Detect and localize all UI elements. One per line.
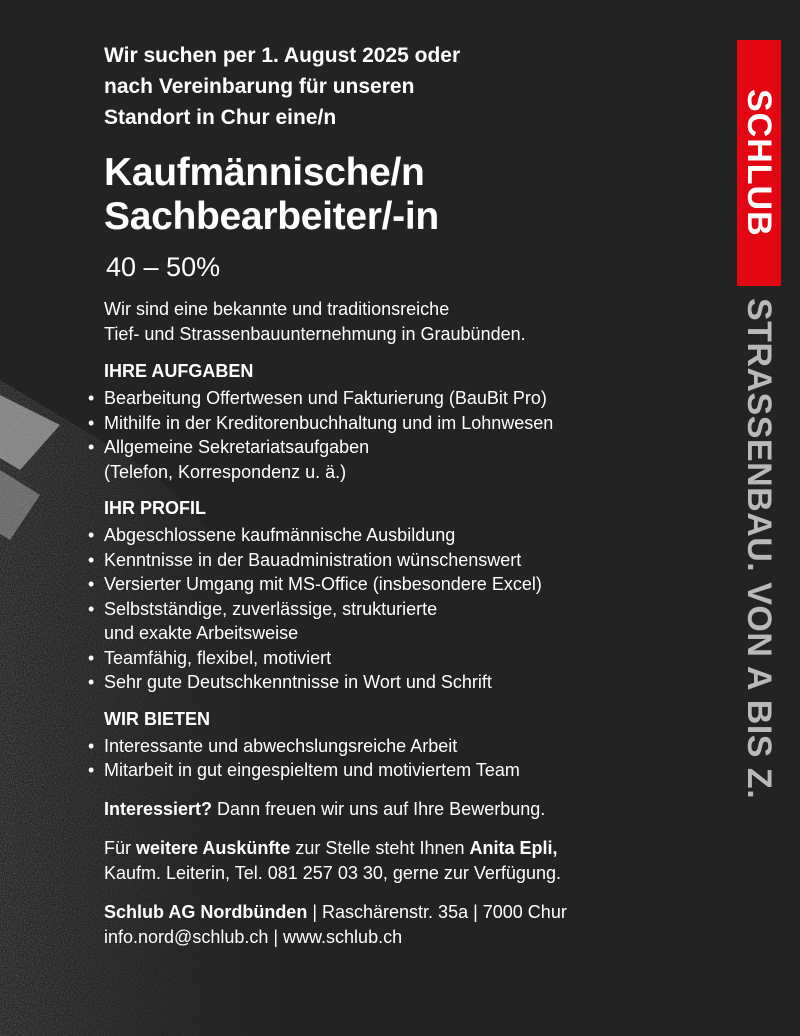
list-item-text: Interessante und abwechslungsreiche Arbeit	[104, 735, 458, 756]
bullet-icon: •	[88, 412, 95, 433]
bullet-icon: •	[88, 735, 95, 756]
job-title	[104, 151, 694, 239]
list-item-text: Allgemeine Sekretariatsaufgaben	[104, 437, 370, 457]
list-item-text: Selbstständige, zuverlässige, strukturierte	[104, 598, 438, 619]
list-item	[88, 435, 694, 484]
intro-line: Standort in Chur eine/n	[104, 106, 337, 129]
list-item	[88, 597, 694, 646]
list-item	[88, 386, 694, 411]
job-ad-content	[88, 40, 694, 950]
list-item	[88, 758, 694, 783]
contact-text: Für	[104, 837, 137, 858]
job-title-line: Kaufmännische/n	[104, 151, 425, 194]
bullet-icon: •	[88, 437, 95, 457]
list-item-text: und exakte Arbeitsweise	[104, 623, 299, 643]
list-item	[88, 548, 694, 573]
profile-list	[88, 523, 694, 695]
list-item	[88, 734, 694, 759]
list-item-text: Versierter Umgang mit MS-Office (insbesondere Excel)	[104, 574, 542, 594]
offer-heading: WIR BIETEN	[104, 708, 210, 729]
cta-text: Dann freuen wir uns auf Ihre Bewerbung.	[212, 798, 546, 819]
list-item	[88, 572, 694, 597]
profile-heading: IHR PROFIL	[104, 498, 206, 518]
tasks-list	[88, 386, 694, 484]
contact-person: Anita Epli,	[469, 837, 558, 858]
list-item	[88, 523, 694, 548]
bullet-icon: •	[88, 388, 95, 408]
company-web-email: info.nord@schlub.ch | www.schlub.ch	[104, 926, 403, 947]
intro-line: Wir suchen per 1. August 2025 oder	[104, 44, 461, 67]
contact-phone-line: Kaufm. Leiterin, Tel. 081 257 03 30, gerne zur Verfügung.	[104, 862, 561, 883]
tasks-heading: IHRE AUFGABEN	[104, 361, 254, 381]
cta-bold: Interessiert?	[104, 798, 213, 819]
brand-slogan: STRASSENBAU. VON A BIS Z.	[740, 298, 778, 800]
company-description	[104, 297, 694, 347]
workload-percent: 40 – 50%	[106, 252, 221, 282]
description-line: Tief- und Strassenbauunternehmung in Graubünden.	[104, 324, 526, 344]
list-item	[88, 411, 694, 436]
list-item-text: Kenntnisse in der Bauadministration wünschenswert	[104, 549, 522, 570]
contact-bold: weitere Auskünfte	[136, 837, 291, 858]
bullet-icon: •	[88, 672, 95, 692]
offer-list	[88, 734, 694, 783]
bullet-icon: •	[88, 549, 95, 570]
list-item-text: Sehr gute Deutschkenntnisse in Wort und Schrift	[104, 672, 492, 692]
description-line: Wir sind eine bekannte und traditionsreiche	[104, 299, 450, 319]
job-title-line: Sachbearbeiter/-in	[104, 195, 439, 238]
list-item	[88, 646, 694, 671]
company-name: Schlub AG Nordbünden	[104, 901, 308, 922]
intro-line: nach Vereinbarung für unseren	[104, 75, 415, 98]
company-footer	[104, 900, 694, 950]
bullet-icon: •	[88, 760, 95, 780]
list-item-text: Mithilfe in der Kreditorenbuchhaltung und im Lohnwesen	[104, 412, 554, 433]
list-item-text: Abgeschlossene kaufmännische Ausbildung	[104, 525, 456, 545]
list-item-text: Mitarbeit in gut eingespieltem und motiviertem Team	[104, 760, 520, 780]
intro-text	[104, 40, 694, 133]
contact-text: zur Stelle steht Ihnen	[290, 837, 470, 858]
bullet-icon: •	[88, 574, 95, 594]
list-item-text: Bearbeitung Offertwesen und Fakturierung (BauBit Pro)	[104, 388, 547, 408]
bullet-icon: •	[88, 647, 95, 668]
bullet-icon: •	[88, 525, 95, 545]
bullet-icon: •	[88, 598, 95, 619]
contact-info	[104, 836, 694, 886]
company-address: | Raschärenstr. 35a | 7000 Chur	[307, 901, 567, 922]
list-item	[88, 670, 694, 695]
list-item-text: Teamfähig, flexibel, motiviert	[104, 647, 332, 668]
list-item-text: (Telefon, Korrespondenz u. ä.)	[104, 461, 347, 482]
call-to-action	[104, 797, 694, 822]
brand-logo: SCHLUB	[740, 89, 778, 237]
